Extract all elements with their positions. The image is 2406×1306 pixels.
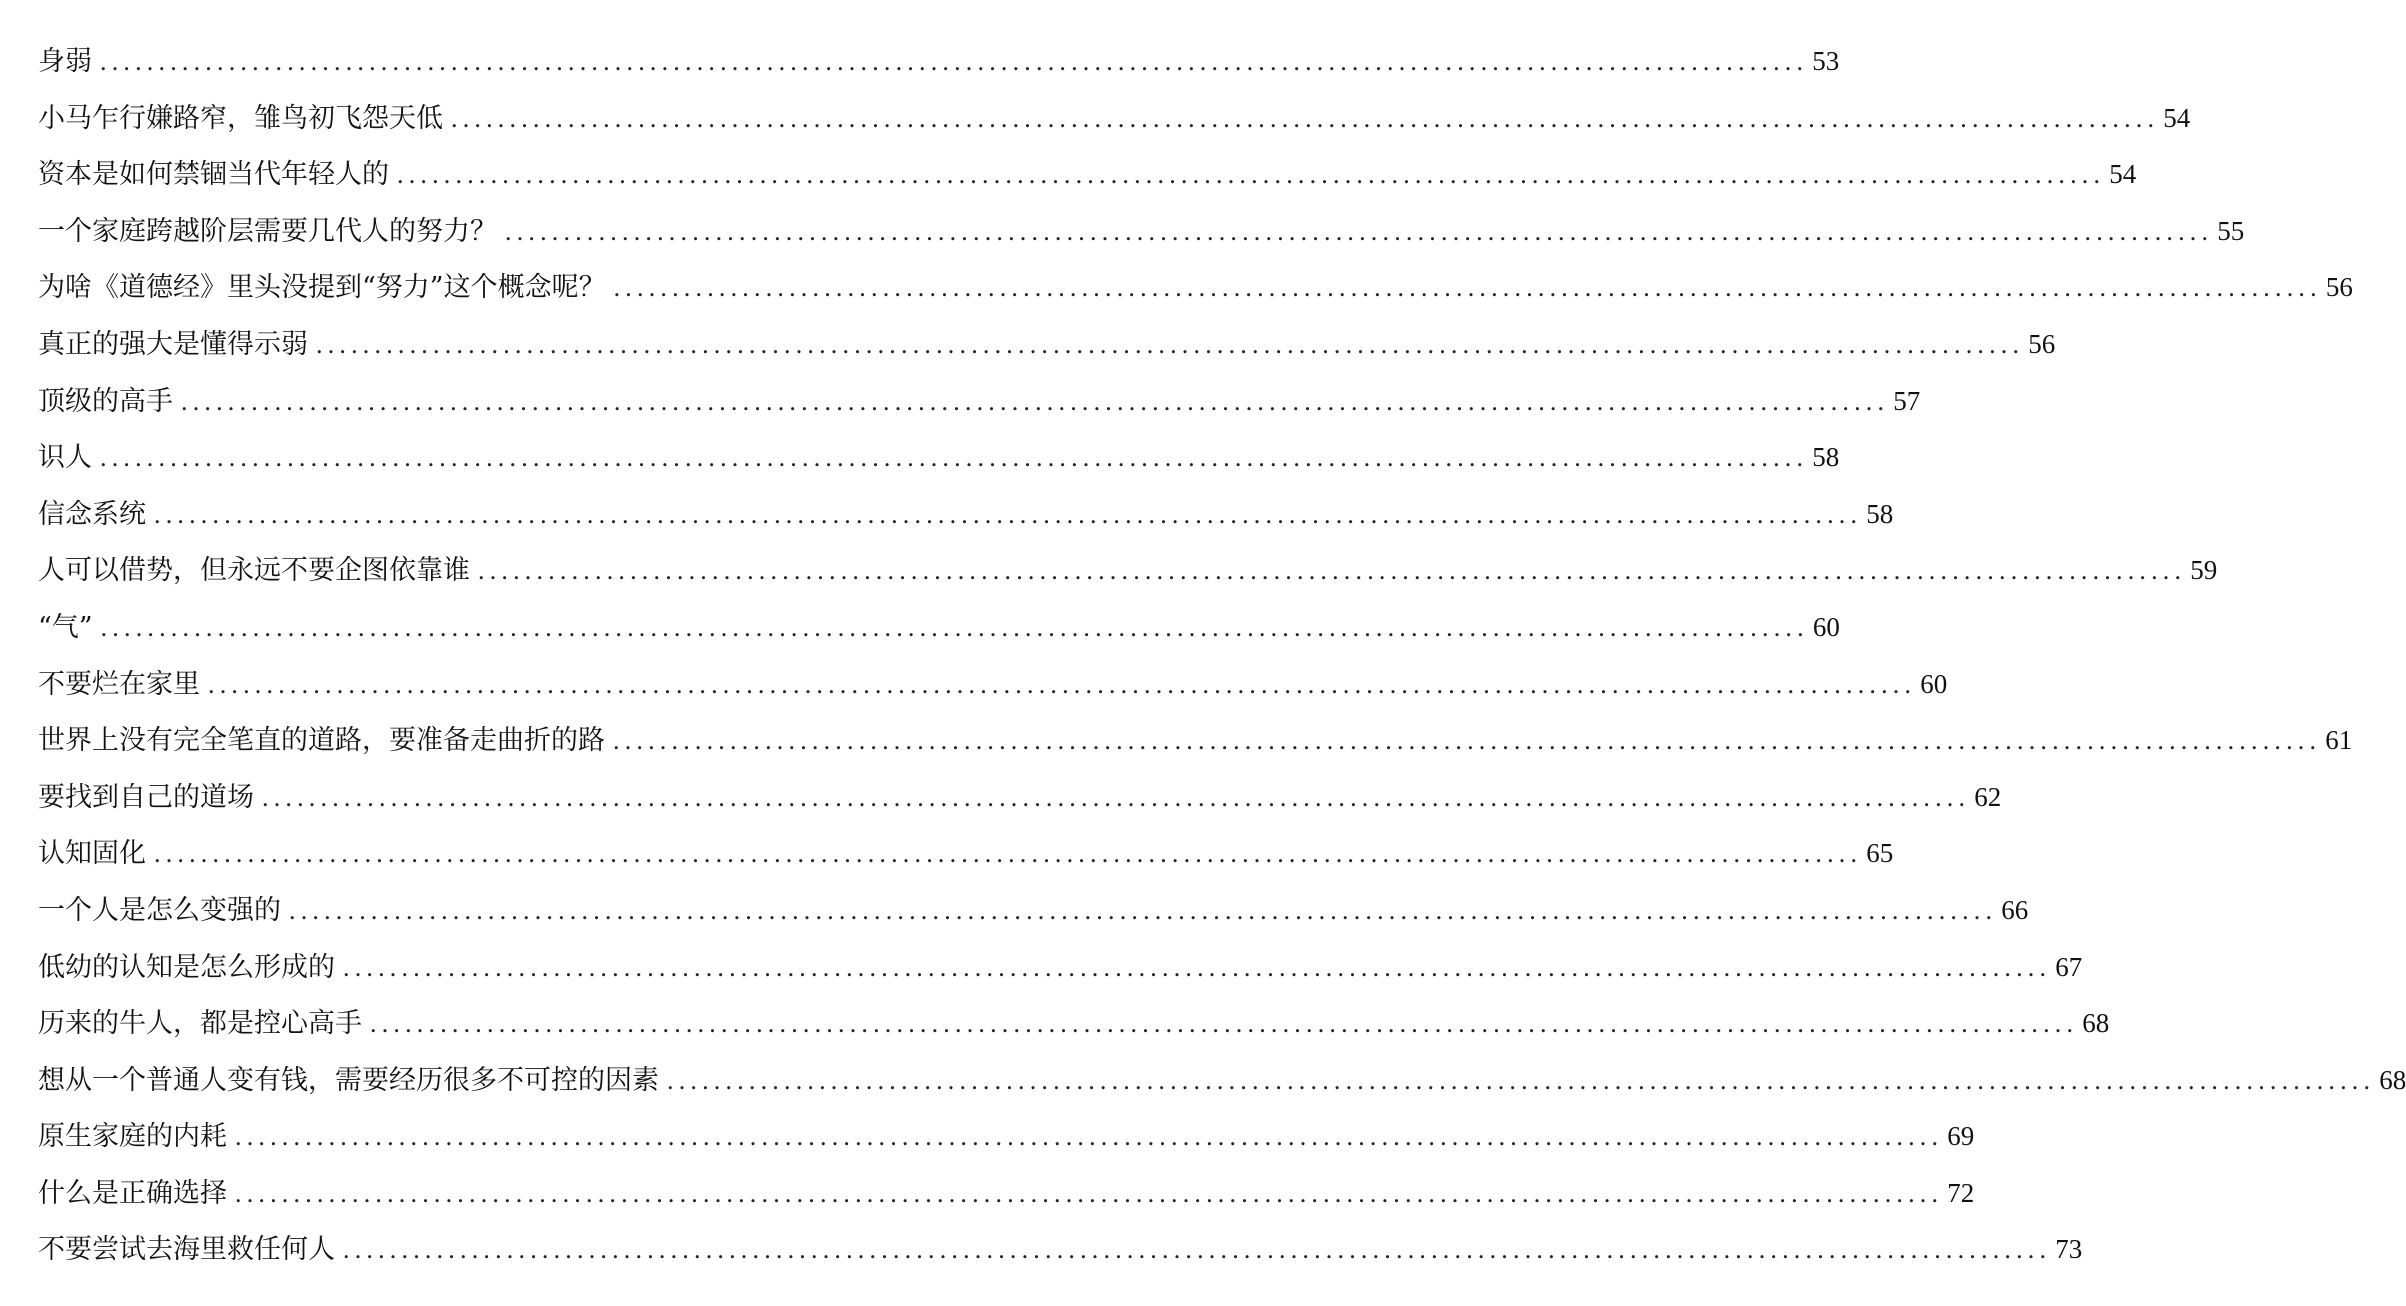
toc-entry-title: 顶级的高手	[38, 385, 173, 417]
toc-entry	[38, 769, 2002, 826]
toc-entry-page: 65	[1866, 838, 1894, 869]
toc-entry-page: 56	[2325, 272, 2353, 303]
toc-entry-title: 身弱	[38, 46, 92, 77]
toc-entry-page: 69	[1947, 1121, 1975, 1152]
toc-entry	[38, 712, 2353, 769]
toc-dot-leader: ..................................................................................................................................................	[343, 952, 2052, 982]
toc-dot-leader: ..................................................................................................................................................	[397, 160, 2106, 190]
toc-entry-page: 55	[2217, 215, 2245, 246]
toc-entry-page: 68	[2082, 1008, 2110, 1039]
toc-entry	[38, 259, 2353, 316]
toc-entry-page: 53	[1812, 46, 1840, 76]
toc-entry-title: 真正的强大是懂得示弱	[38, 328, 308, 360]
toc-entry-title: 什么是正确选择	[38, 1177, 227, 1209]
toc-entry-title: 想从一个普通人变有钱，需要经历很多不可控的因素	[38, 1064, 659, 1096]
toc-entry	[38, 90, 2191, 147]
toc-entry	[38, 995, 2110, 1052]
toc-entry-page: 73	[2055, 1234, 2083, 1265]
toc-entry-page: 62	[1974, 781, 2002, 812]
toc-entry-title: 认知固化	[38, 838, 146, 870]
toc-entry-title: “气”	[38, 611, 93, 643]
toc-entry	[38, 1221, 2083, 1278]
toc-entry-title: 低幼的认知是怎么形成的	[38, 951, 335, 983]
toc-dot-leader: ..................................................................................................................................................	[262, 782, 1971, 812]
toc-entry	[38, 939, 2083, 996]
toc-entry-title: 信念系统	[38, 498, 146, 530]
toc-entry-page: 56	[2028, 328, 2056, 359]
toc-entry	[38, 146, 2137, 203]
toc-dot-leader: ..................................................................................................................................................	[208, 669, 1917, 699]
toc-dot-leader: ..................................................................................................................................................	[100, 47, 1809, 76]
toc-dot-leader: ..................................................................................................................................................	[154, 499, 1863, 529]
toc-dot-leader: ..................................................................................................................................................	[370, 1009, 2079, 1039]
toc-entry	[38, 429, 1840, 486]
toc-dot-leader: ..................................................................................................................................................	[478, 556, 2187, 586]
toc-entry-page: 54	[2163, 102, 2191, 133]
toc-entry	[38, 203, 2245, 260]
toc-dot-leader: ..................................................................................................................................................	[343, 1235, 2052, 1265]
toc-dot-leader: ..................................................................................................................................................	[505, 216, 2214, 246]
toc-dot-leader: ..................................................................................................................................................	[100, 612, 1809, 642]
toc-dot-leader: ..................................................................................................................................................	[235, 1178, 1944, 1208]
toc-entry	[38, 1052, 2406, 1109]
toc-entry-page: 58	[1866, 498, 1894, 529]
toc-entry	[38, 316, 2056, 373]
toc-entry-page: 66	[2001, 894, 2029, 925]
toc-entry-page: 54	[2109, 159, 2137, 190]
toc-entry-page: 60	[1920, 668, 1948, 699]
table-of-contents	[38, 33, 2406, 1278]
toc-entry-title: 要找到自己的道场	[38, 781, 254, 813]
toc-dot-leader: ..................................................................................................................................................	[451, 103, 2160, 133]
toc-entry	[38, 825, 1894, 882]
toc-entry-title: 人可以借势，但永远不要企图依靠谁	[38, 555, 470, 587]
toc-dot-leader: ..................................................................................................................................................	[154, 839, 1863, 869]
toc-entry	[38, 1165, 1975, 1222]
toc-entry-title: 世界上没有完全笔直的道路，要准备走曲折的路	[38, 725, 605, 757]
toc-entry	[38, 882, 2029, 939]
toc-entry	[38, 33, 1840, 90]
toc-entry-page: 60	[1812, 611, 1840, 642]
toc-entry-page: 61	[2325, 725, 2353, 756]
toc-entry-title: 历来的牛人，都是控心高手	[38, 1008, 362, 1040]
toc-entry-title: 为啥《道德经》里头没提到“努力”这个概念呢？	[38, 272, 606, 304]
toc-dot-leader: ..................................................................................................................................................	[181, 386, 1890, 416]
toc-entry	[38, 486, 1894, 543]
toc-entry-title: 不要烂在家里	[38, 668, 200, 700]
toc-entry-page: 68	[2379, 1064, 2406, 1095]
toc-dot-leader: ..................................................................................................................................................	[613, 726, 2322, 756]
toc-entry	[38, 373, 1921, 430]
toc-entry-title: 识人	[38, 442, 92, 474]
toc-dot-leader: ..................................................................................................................................................	[235, 1122, 1944, 1152]
toc-entry	[38, 542, 2218, 599]
toc-entry-title: 一个人是怎么变强的	[38, 894, 281, 926]
toc-entry-page: 58	[1812, 442, 1840, 473]
toc-entry	[38, 599, 1840, 656]
toc-dot-leader: ..................................................................................................................................................	[100, 443, 1809, 473]
toc-entry-page: 59	[2190, 555, 2218, 586]
toc-entry-title: 不要尝试去海里救任何人	[38, 1234, 335, 1266]
toc-entry	[38, 656, 1948, 713]
toc-entry-title: 资本是如何禁锢当代年轻人的	[38, 159, 389, 191]
toc-entry-title: 小马乍行嫌路窄，雏鸟初飞怨天低	[38, 102, 443, 134]
toc-dot-leader: ..................................................................................................................................................	[316, 329, 2025, 359]
toc-entry	[38, 1108, 1975, 1165]
toc-dot-leader: ..................................................................................................................................................	[289, 895, 1998, 925]
toc-entry-page: 72	[1947, 1177, 1975, 1208]
toc-dot-leader: ..................................................................................................................................................	[667, 1065, 2376, 1095]
toc-entry-page: 57	[1893, 385, 1921, 416]
toc-dot-leader: ..................................................................................................................................................	[613, 273, 2322, 303]
toc-entry-page: 67	[2055, 951, 2083, 982]
toc-entry-title: 一个家庭跨越阶层需要几代人的努力？	[38, 215, 497, 247]
toc-entry-title: 原生家庭的内耗	[38, 1121, 227, 1153]
